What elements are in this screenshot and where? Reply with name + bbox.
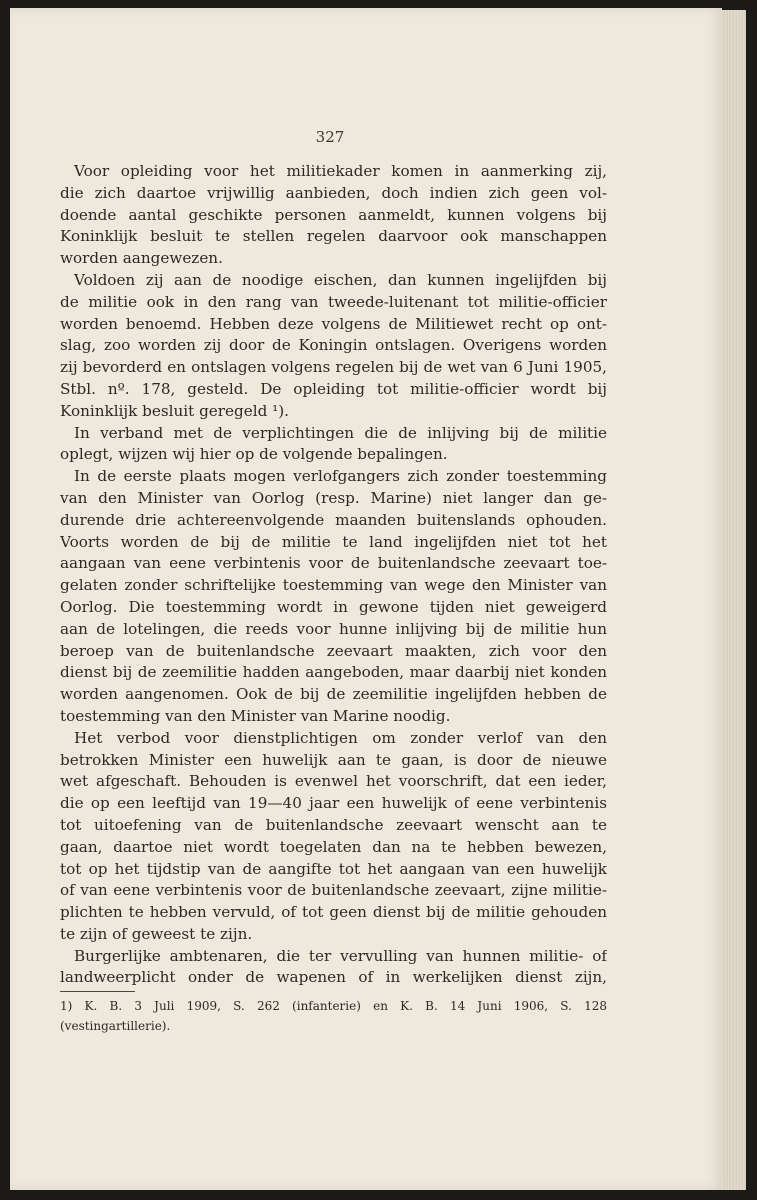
text-line: Koninklijk besluit te stellen regelen daarvoor ook manschappen [60, 227, 607, 246]
text-line: dienst bij de zeemilitie hadden aangeboden, maar daarbij niet konden [60, 663, 607, 682]
text-line: die zich daartoe vrijwillig aanbieden, doch indien zich geen vol- [60, 183, 607, 202]
text-line: die op een leeftijd van 19—40 jaar een huwelijk of eene verbintenis [60, 794, 607, 813]
text-line: doende aantal geschikte personen aanmeldt, kunnen volgens bij [60, 205, 607, 224]
text-line: Koninklijk besluit geregeld ¹). [60, 401, 290, 420]
footnote-line: 1) K. B. 3 Juli 1909, S. 262 (infanterie) en K. B. 14 Juni 1906, S. 128 [60, 999, 607, 1013]
text-line: Stbl. nº. 178, gesteld. De opleiding tot militie-officier wordt bij [60, 379, 607, 398]
text-line: worden aangewezen. [60, 249, 223, 268]
text-line: zij bevorderd en ontslagen volgens regelen bij de wet van 6 Juni 1905, [60, 358, 607, 377]
text-line: beroep van de buitenlandsche zeevaart maakten, zich voor den [60, 641, 607, 660]
text-line: tot op het tijdstip van de aangifte tot het aangaan van een huwelijk [60, 859, 607, 878]
text-line: toestemming van den Minister van Marine noodig. [60, 706, 451, 725]
text-line: de militie ook in den rang van tweede-luitenant tot militie-officier [60, 292, 607, 311]
footnote-rule [60, 991, 135, 992]
text-line: gaan, daartoe niet wordt toegelaten dan na te hebben bewezen, [60, 837, 607, 856]
text-line: tot uitoefening van de buitenlandsche zeevaart wenscht aan te [60, 815, 607, 834]
text-line: aangaan van eene verbintenis voor de buitenlandsche zeevaart toe- [60, 554, 607, 573]
text-line: aan de lotelingen, die reeds voor hunne inlijving bij de militie hun [60, 619, 607, 638]
book-page [10, 8, 722, 1190]
body-text [60, 161, 607, 989]
text-line: worden aangenomen. Ook de bij de zeemilitie ingelijfden hebben de [60, 685, 607, 704]
text-line: te zijn of geweest te zijn. [60, 924, 253, 943]
text-line: Burgerlijke ambtenaren, die ter vervulling van hunnen militie- of [74, 946, 607, 965]
text-line: In verband met de verplichtingen die de inlijving bij de militie [74, 423, 607, 442]
text-line: landweerplicht onder de wapenen of in werkelijken dienst zijn, [60, 968, 607, 987]
text-line: plichten te hebben vervuld, of tot geen dienst bij de militie gehouden [60, 903, 607, 922]
text-line: Voor opleiding voor het militiekader komen in aanmerking zij, [74, 162, 607, 180]
text-line: van den Minister van Oorlog (resp. Marine) niet langer dan ge- [60, 488, 607, 507]
text-line: Het verbod voor dienstplichtigen om zonder verlof van den [74, 728, 607, 747]
text-line: gelaten zonder schriftelijke toestemming van wege den Minister van [60, 576, 607, 595]
page-edge [722, 10, 746, 1190]
text-line: Voorts worden de bij de militie te land ingelijfden niet tot het [60, 532, 607, 551]
text-line: slag, zoo worden zij door de Koningin ontslagen. Overigens worden [60, 336, 607, 355]
text-line: wet afgeschaft. Behouden is evenwel het voorschrift, dat een ieder, [60, 772, 607, 791]
text-line: worden benoemd. Hebben deze volgens de Militiewet recht op ont- [60, 314, 607, 333]
text-line: oplegt, wijzen wij hier op de volgende bepalingen. [60, 445, 448, 464]
footnote-line: (vestingartillerie). [60, 1019, 171, 1033]
text-line: Voldoen zij aan de noodige eischen, dan kunnen ingelijfden bij [74, 270, 607, 289]
page-number: 327 [315, 128, 345, 146]
text-line: In de eerste plaats mogen verlofgangers zich zonder toestemming [74, 467, 607, 486]
footnote [60, 996, 607, 1036]
text-line: Oorlog. Die toestemming wordt in gewone tijden niet geweigerd [60, 597, 607, 616]
text-line: durende drie achtereenvolgende maanden buitenslands ophouden. [60, 510, 607, 529]
text-line: betrokken Minister een huwelijk aan te gaan, is door de nieuwe [60, 750, 607, 769]
text-line: of van eene verbintenis voor de buitenlandsche zeevaart, zijne militie- [60, 881, 607, 900]
